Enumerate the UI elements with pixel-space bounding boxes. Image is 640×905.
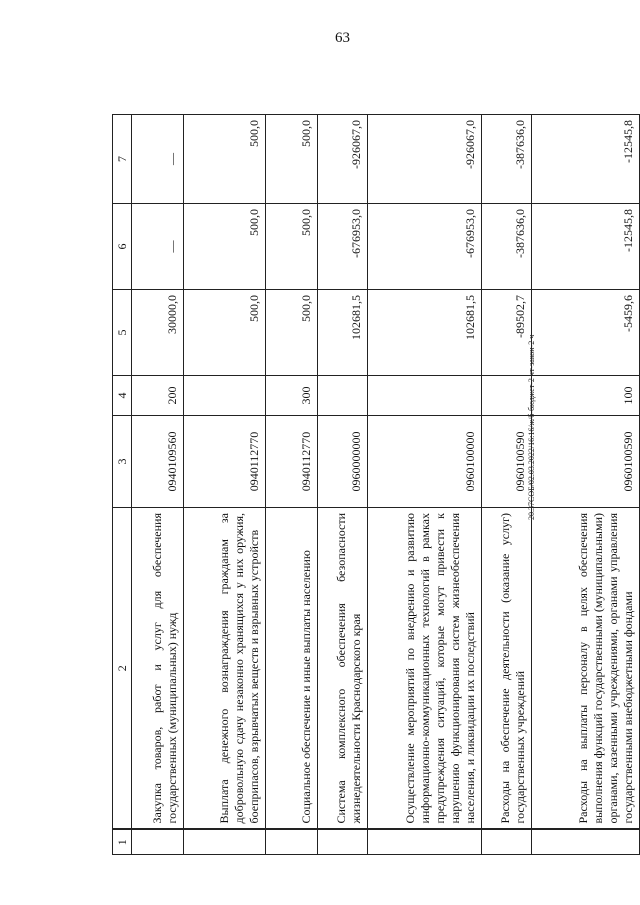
target-code-cell: 0940112770 [184, 416, 266, 508]
expense-type-cell: 100 [532, 376, 640, 416]
expense-name-cell: Расходы на выплаты персоналу в целях обеспечения выполнения функций государственными (муниципальными) органами, казенными учреждениями, органами управления государственными внебюджетными фондами [532, 508, 640, 830]
row-number-cell [266, 830, 318, 855]
expense-type-cell: 300 [266, 376, 318, 416]
amount-cell: -676953,0 [368, 204, 482, 290]
amount-cell: -676953,0 [318, 204, 368, 290]
header-cell: 5 [113, 290, 132, 376]
table-header-row [113, 115, 132, 855]
amount-cell: 500,0 [184, 115, 266, 204]
table-row [266, 115, 318, 855]
amount-cell: -926067,0 [318, 115, 368, 204]
footer-note: 20.37СОБ/02.03.2022/16:16/ж/б-бюджет-2 чт-закон-2 ч [527, 334, 536, 520]
target-code-cell: 0960000000 [318, 416, 368, 508]
expense-name-cell: Социальное обеспечение и иные выплаты населению [266, 508, 318, 830]
header-cell: 4 [113, 376, 132, 416]
header-cell: 2 [113, 508, 132, 830]
target-code-cell: 0960100590 [532, 416, 640, 508]
expense-name-cell: Осуществление мероприятий по внедрению и развитию информационно-коммуникационных технологий в рамках предупреждения ситуаций, которые могут привести к нарушению функционирования систем жизнеобеспечения населения, и ликвидации их последствий [368, 508, 482, 830]
budget-table [112, 114, 640, 855]
target-code-cell: 0960100590 [482, 416, 532, 508]
table-row [132, 115, 184, 855]
amount-cell: -12545,8 [532, 204, 640, 290]
header-cell: 3 [113, 416, 132, 508]
target-code-cell: 0940109560 [132, 416, 184, 508]
amount-cell: -89502,7 [482, 290, 532, 376]
table-row [368, 115, 482, 855]
table-row [532, 115, 640, 855]
amount-cell: 500,0 [266, 115, 318, 204]
expense-name-cell: Система комплексного обеспечения безопасности жизнедеятельности Краснодарского края [318, 508, 368, 830]
row-number-cell [184, 830, 266, 855]
amount-cell: 500,0 [266, 204, 318, 290]
amount-cell: -387636,0 [482, 115, 532, 204]
amount-cell: -5459,6 [532, 290, 640, 376]
amount-cell: — [132, 115, 184, 204]
amount-cell: -12545,8 [532, 115, 640, 204]
expense-name-cell: Выплата денежного вознаграждения гражданам за добровольную сдачу незаконно хранящихся у них оружия, боеприпасов, взрывчатых веществ и взрывных устройств [184, 508, 266, 830]
row-number-cell [482, 830, 532, 855]
expense-type-cell [368, 376, 482, 416]
expense-name-cell: Расходы на обеспечение деятельности (оказание услуг) государственных учреждений [482, 508, 532, 830]
expense-type-cell [318, 376, 368, 416]
amount-cell: -926067,0 [368, 115, 482, 204]
row-number-cell [532, 830, 640, 855]
expense-type-cell [482, 376, 532, 416]
amount-cell: 500,0 [266, 290, 318, 376]
expense-name-cell: Закупка товаров, работ и услуг для обеспечения государственных (муниципальных) нужд [132, 508, 184, 830]
row-number-cell [132, 830, 184, 855]
amount-cell: 30000,0 [132, 290, 184, 376]
row-number-cell [318, 830, 368, 855]
amount-cell: 102681,5 [368, 290, 482, 376]
table-row [318, 115, 368, 855]
target-code-cell: 0960100000 [368, 416, 482, 508]
amount-cell: 102681,5 [318, 290, 368, 376]
table-row [482, 115, 532, 855]
rotated-table-block [112, 115, 635, 855]
table-row [184, 115, 266, 855]
header-cell: 7 [113, 115, 132, 204]
header-cell: 6 [113, 204, 132, 290]
amount-cell: 500,0 [184, 290, 266, 376]
target-code-cell: 0940112770 [266, 416, 318, 508]
row-number-cell [368, 830, 482, 855]
header-cell: 1 [113, 830, 132, 855]
expense-type-cell [184, 376, 266, 416]
page-number: 63 [335, 30, 350, 46]
expense-type-cell: 200 [132, 376, 184, 416]
amount-cell: 500,0 [184, 204, 266, 290]
amount-cell: -387636,0 [482, 204, 532, 290]
amount-cell: — [132, 204, 184, 290]
